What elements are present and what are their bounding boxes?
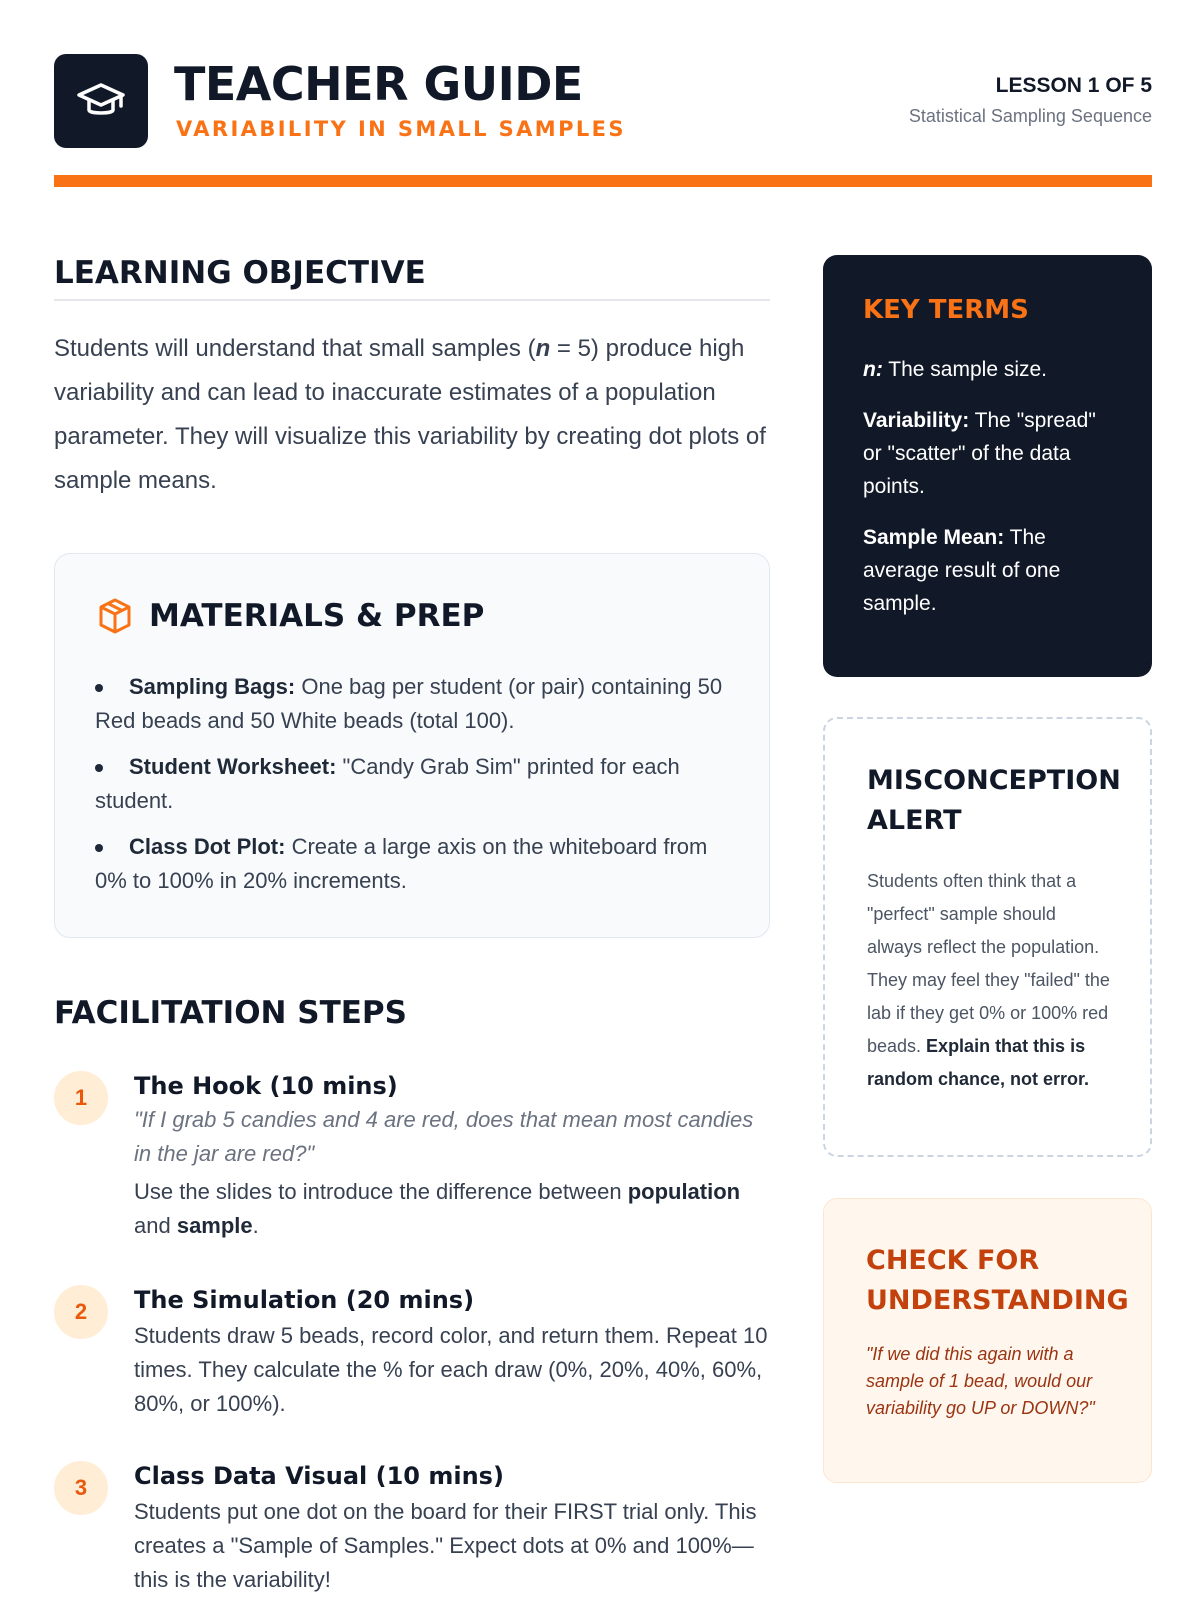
- facilitation-steps-heading: FACILITATION STEPS: [54, 995, 407, 1031]
- materials-list: [95, 670, 729, 898]
- facilitation-steps-section: [54, 995, 770, 1597]
- step-title: The Simulation (20 mins): [134, 1286, 475, 1314]
- step-number-badge: 1: [54, 1071, 108, 1125]
- step-number-badge: 2: [54, 1285, 108, 1339]
- check-question: "If we did this again with a sample of 1 bead, would our variability go UP or DOWN?": [866, 1344, 1095, 1418]
- materials-card: [54, 553, 770, 938]
- learning-objective-section: [54, 255, 770, 503]
- objective-text-after: = 5) produce high variability and can lead to inaccurate estimates of a population parameter. They will visualize this variability by creating dot plots of sample means.: [54, 335, 766, 494]
- step-text: Students put one dot on the board for their FIRST trial only. This creates a "Sample of Samples." Expect dots at 0% and 100%—this is the variability!: [134, 1499, 757, 1592]
- key-terms-card: [823, 255, 1152, 677]
- objective-n-symbol: n: [535, 335, 551, 362]
- key-term-item: [863, 521, 1114, 620]
- step-item: [54, 1283, 770, 1421]
- key-term-name: Sample Mean:: [863, 526, 1005, 549]
- item-label: Sampling Bags:: [129, 674, 296, 699]
- page-subtitle: VARIABILITY IN SMALL SAMPLES: [176, 117, 626, 141]
- key-term-item: [863, 353, 1114, 386]
- step-number-badge: 3: [54, 1461, 108, 1515]
- key-term-definition: The "spread" or "scatter" of the data points.: [863, 409, 1096, 498]
- package-icon: [95, 596, 135, 636]
- step-text-part: .: [252, 1213, 259, 1238]
- list-item: [95, 750, 729, 818]
- header-divider: [54, 175, 1152, 187]
- key-term-definition: The sample size.: [882, 358, 1048, 381]
- materials-heading: MATERIALS & PREP: [149, 598, 485, 634]
- step-title: The Hook (10 mins): [134, 1072, 398, 1100]
- item-label: Student Worksheet:: [129, 754, 337, 779]
- misconception-alert-card: [823, 717, 1152, 1157]
- key-terms-heading: KEY TERMS: [863, 295, 1029, 325]
- list-item: [95, 670, 729, 738]
- step-text-part: Use the slides to introduce the difference between: [134, 1179, 628, 1204]
- learning-objective-heading: LEARNING OBJECTIVE: [54, 255, 770, 301]
- item-text: Create a large axis on the whiteboard from 0% to 100% in 20% increments.: [95, 834, 708, 893]
- step-text: Students draw 5 beads, record color, and return them. Repeat 10 times. They calculate the % for each draw (0%, 20%, 40%, 60%, 80%, or 100%).: [134, 1323, 768, 1416]
- objective-text-before: Students will understand that small samples (: [54, 335, 536, 362]
- check-for-understanding-heading: CHECK FOR UNDERSTANDING: [866, 1245, 1129, 1316]
- step-item: [54, 1459, 770, 1597]
- step-term-population: population: [627, 1179, 741, 1204]
- misconception-body: Students often think that a "perfect" sample should always reflect the population. They may feel they "failed" the lab if they get 0% or 100% red beads.: [867, 871, 1110, 1056]
- learning-objective-text: [54, 327, 770, 503]
- item-label: Class Dot Plot:: [129, 834, 286, 859]
- graduation-cap-icon: [75, 75, 127, 127]
- key-term-item: [863, 404, 1114, 503]
- sequence-name: Statistical Sampling Sequence: [908, 106, 1152, 126]
- lesson-number: LESSON 1 OF 5: [995, 74, 1152, 97]
- step-item: [54, 1069, 770, 1243]
- list-item: [95, 830, 729, 898]
- misconception-text: [867, 865, 1114, 1096]
- page-header: [54, 54, 1152, 148]
- item-text: "Candy Grab Sim" printed for each student.: [95, 754, 680, 813]
- materials-header: [95, 596, 729, 636]
- key-term-name: Variability:: [863, 409, 970, 432]
- key-term-definition: The average result of one sample.: [863, 526, 1061, 615]
- misconception-emphasis: Explain that this is random chance, not error.: [867, 1036, 1090, 1089]
- item-text: One bag per student (or pair) containing 50 Red beads and 50 White beads (total 100).: [95, 674, 723, 733]
- key-term-name: n:: [863, 358, 883, 381]
- step-text: [134, 1175, 770, 1243]
- step-term-sample: sample: [176, 1213, 253, 1238]
- step-text-part: and: [134, 1213, 177, 1238]
- check-for-understanding-card: [823, 1198, 1152, 1483]
- page-title: TEACHER GUIDE: [174, 57, 583, 111]
- logo: [54, 54, 148, 148]
- step-title: Class Data Visual (10 mins): [134, 1462, 504, 1490]
- misconception-heading: MISCONCEPTION ALERT: [867, 765, 1121, 836]
- step-quote: "If I grab 5 candies and 4 are red, does that mean most candies in the jar are red?": [134, 1107, 754, 1166]
